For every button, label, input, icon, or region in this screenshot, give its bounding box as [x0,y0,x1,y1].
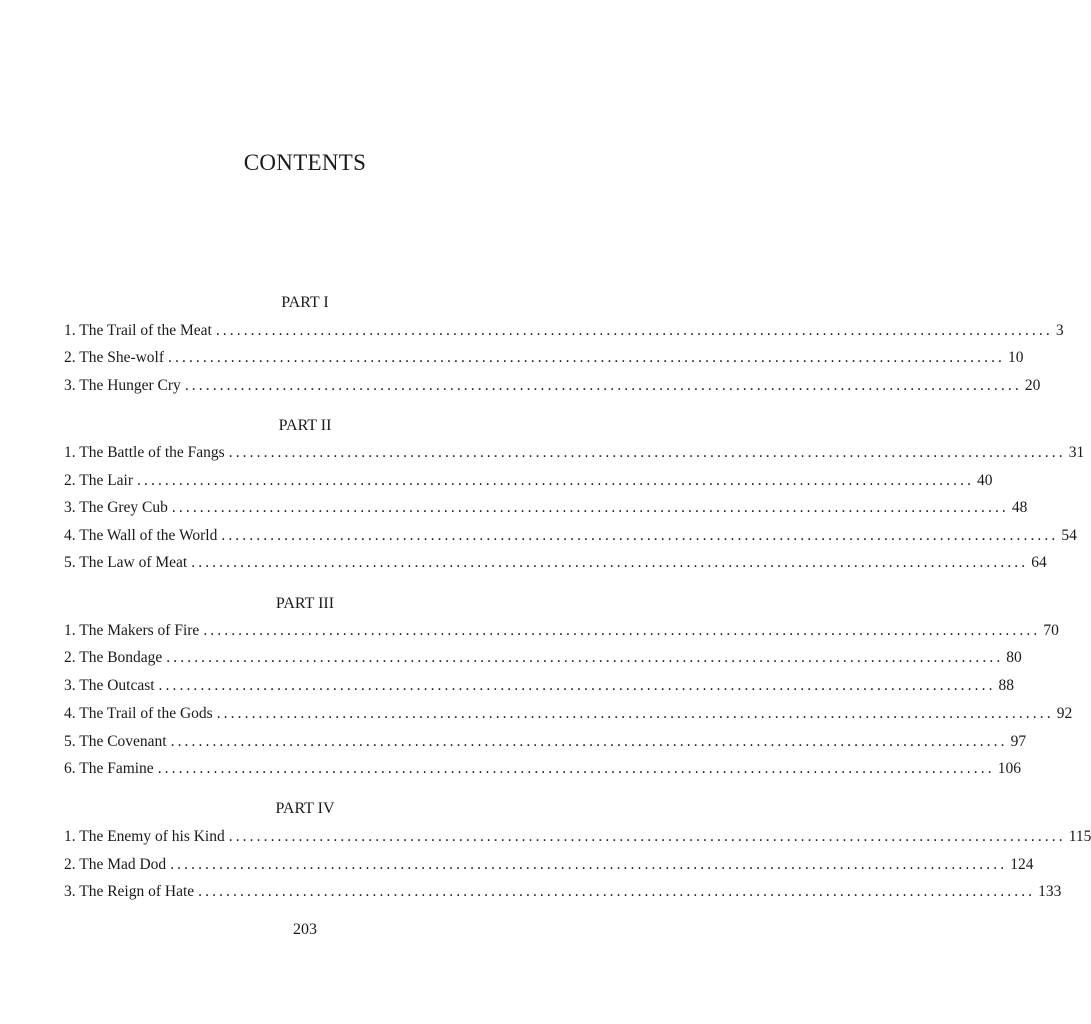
toc-entry[interactable] [64,498,1028,518]
toc-entry[interactable] [64,348,1024,368]
entry-title: 1. The Battle of the Fangs [64,443,229,463]
entry-title: 4. The Trail of the Gods [64,704,217,724]
entry-page-number: 88 [998,677,1015,694]
dot-leader: ........................................................................................................................ [228,444,1066,461]
entry-title: 3. The Hunger Cry [64,376,185,396]
entry-page-number: 10 [1008,349,1024,366]
entry-title: 1. The Enemy of his Kind [64,827,229,847]
dot-leader: ........................................................................................................................ [228,828,1066,845]
toc-entry[interactable] [64,704,1073,724]
dot-leader: ........................................................................................................................ [166,649,1004,666]
toc-entry[interactable] [64,676,1015,696]
entry-page-number: 70 [1043,622,1059,639]
entry-title: 2. The Bondage [64,648,166,668]
dot-leader: ........................................................................................................................ [203,622,1041,639]
toc-entry[interactable] [64,321,1064,341]
entry-title: 1. The Makers of Fire [64,621,203,641]
part-heading: PART III [275,595,335,612]
dot-leader: ........................................................................................................................ [158,677,996,694]
entry-page-number: 40 [977,472,993,489]
entry-title: 4. The Wall of the World [64,526,221,546]
dot-leader: ........................................................................................................................ [184,377,1022,394]
entry-title: 1. The Trail of the Meat [64,321,216,341]
toc-entry[interactable] [64,376,1041,396]
entry-title: 2. The She-wolf [64,348,168,368]
dot-leader: ........................................................................................................................ [168,349,1006,366]
toc-entry[interactable] [64,759,1021,779]
entry-title: 2. The Lair [64,471,137,491]
dot-leader: ........................................................................................................................ [170,856,1008,873]
entry-page-number: 3 [1055,322,1064,339]
entry-page-number: 92 [1056,705,1073,722]
dot-leader: ........................................................................................................................ [221,527,1059,544]
entry-title: 3. The Reign of Hate [64,882,198,902]
entry-title: 3. The Grey Cub [64,498,172,518]
part-heading: PART IV [275,800,335,817]
toc-entry[interactable] [64,882,1062,902]
entry-page-number: 64 [1031,554,1047,571]
part-heading: PART I [281,294,329,311]
entry-title: 2. The Mad Dod [64,855,170,875]
entry-page-number: 31 [1068,444,1085,461]
toc-entry[interactable] [64,648,1022,668]
dot-leader: ........................................................................................................................ [170,733,1008,750]
entry-page-number: 80 [1006,649,1022,666]
dot-leader: ........................................................................................................................ [215,322,1053,339]
entry-title: 3. The Outcast [64,676,159,696]
toc-entry[interactable] [64,621,1059,641]
dot-leader: ........................................................................................................................ [216,705,1054,722]
dot-leader: ........................................................................................................................ [137,472,975,489]
toc-entry[interactable] [64,553,1047,573]
toc-entry[interactable] [64,855,1034,875]
toc-entry[interactable] [64,443,1085,463]
entry-title: 5. The Covenant [64,732,171,752]
page-number: 203 [293,921,317,938]
part-heading: PART II [278,417,332,434]
entry-page-number: 48 [1011,499,1028,516]
dot-leader: ........................................................................................................................ [198,883,1036,900]
entry-page-number: 106 [997,760,1021,777]
entry-title: 6. The Famine [64,759,158,779]
entry-page-number: 124 [1010,856,1034,873]
toc-entry[interactable] [64,526,1077,546]
dot-leader: ........................................................................................................................ [157,760,995,777]
toc-entry[interactable] [64,827,1091,847]
dot-leader: ........................................................................................................................ [191,554,1029,571]
toc-entry[interactable] [64,471,993,491]
entry-page-number: 133 [1038,883,1062,900]
entry-page-number: 97 [1010,733,1027,750]
entry-page-number: 115 [1068,828,1091,845]
toc-entry[interactable] [64,732,1027,752]
page-title: CONTENTS [243,150,367,175]
dot-leader: ........................................................................................................................ [171,499,1009,516]
entry-page-number: 20 [1024,377,1041,394]
entry-page-number: 54 [1061,527,1077,544]
entry-title: 5. The Law of Meat [64,553,191,573]
